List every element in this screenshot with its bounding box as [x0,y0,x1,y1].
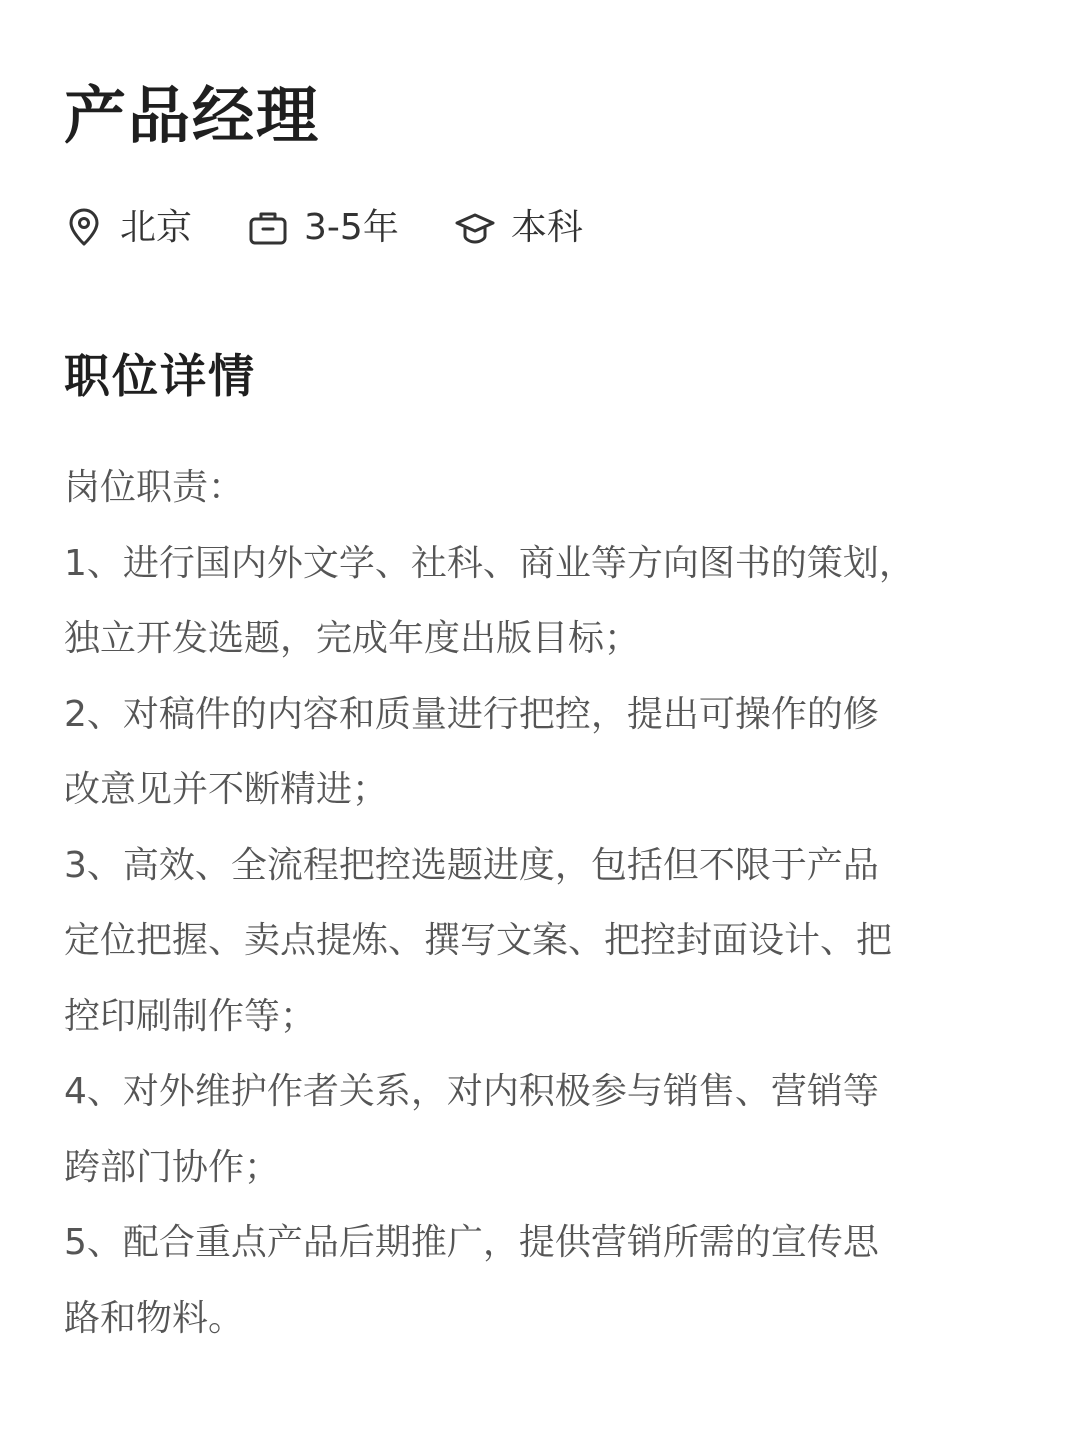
description-heading: 岗位职责： [64,467,245,508]
graduation-cap-icon [455,208,495,248]
job-description [64,450,1004,1356]
description-line: 定位把握、卖点提炼、撰写文案、把控封面设计、把 [64,920,893,961]
description-line: 1、进行国内外文学、社科、商业等方向图书的策划， [64,542,915,584]
briefcase-icon [248,208,288,248]
description-line: 控印刷制作等； [64,995,317,1037]
education-label: 本科 [510,207,583,248]
job-title: 产品经理 [64,79,321,152]
job-meta-row [64,204,583,252]
section-title: 职位详情 [64,349,256,403]
description-line: 跨部门协作； [64,1146,281,1188]
description-line: 4、对外维护作者关系，对内积极参与销售、营销等 [64,1071,879,1112]
experience-label: 3-5年 [304,207,399,248]
location-pin-icon [64,208,104,248]
description-line: 独立开发选题，完成年度出版目标； [64,618,641,659]
description-line: 改意见并不断精进； [64,769,389,810]
description-line: 路和物料。 [64,1297,245,1339]
description-line: 5、配合重点产品后期推广，提供营销所需的宣传思 [64,1222,879,1263]
meta-education [455,204,583,252]
description-line: 2、对稿件的内容和质量进行把控，提出可操作的修 [64,693,879,735]
meta-experience [248,204,399,252]
description-line: 3、高效、全流程把控选题进度，包括但不限于产品 [64,844,879,886]
location-label: 北京 [120,207,193,248]
meta-location [64,204,192,252]
